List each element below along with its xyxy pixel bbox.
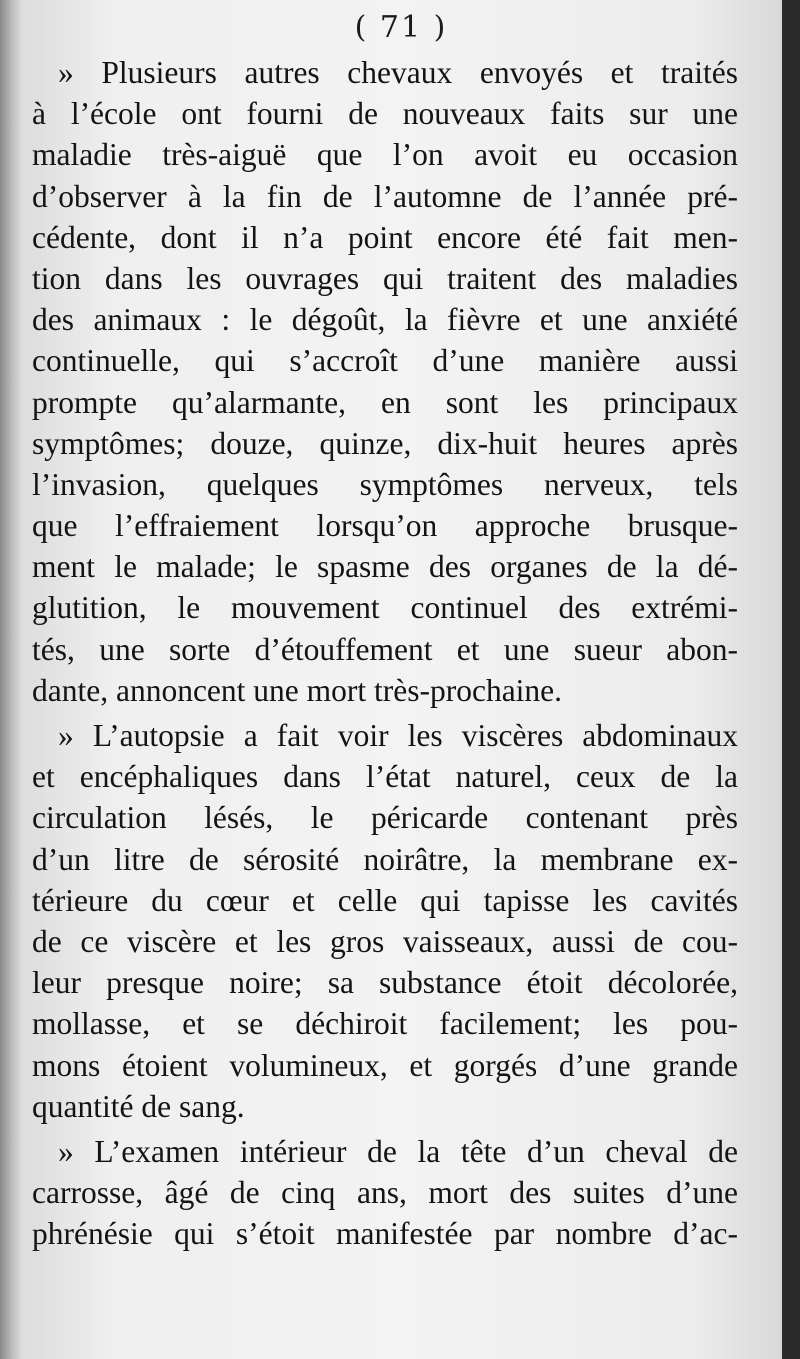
text-line: » L’examen intérieur de la tête d’un cheval de	[58, 1133, 738, 1169]
text-line: dante, annoncent une mort très-prochaine.	[32, 672, 563, 708]
text-line: tion dans les ouvrages qui traitent des maladies	[32, 260, 738, 296]
book-page	[20, 0, 782, 1359]
text-line: quantité de sang.	[32, 1088, 245, 1124]
text-line: mollasse, et se déchiroit facilement; les pou-	[32, 1006, 738, 1042]
text-line: carrosse, âgé de cinq ans, mort des suites d’une	[32, 1175, 738, 1211]
text-line: et encéphaliques dans l’état naturel, ceux de la	[32, 759, 738, 795]
page-number: ( 71 )	[354, 10, 448, 45]
text-line: de ce viscère et les gros vaisseaux, aussi de cou-	[32, 923, 738, 959]
text-line: » L’autopsie a fait voir les viscères abdominaux	[58, 718, 738, 753]
text-line: tés, une sorte d’étouffement et une sueur abon-	[32, 631, 738, 667]
text-line: à l’école ont fourni de nouveaux faits sur une	[32, 96, 738, 132]
text-line: ment le malade; le spasme des organes de la dé-	[32, 549, 738, 585]
paragraph-3	[32, 1131, 738, 1255]
text-line: prompte qu’alarmante, en sont les principaux	[32, 384, 738, 420]
paragraph-2	[32, 715, 738, 1127]
text-line: des animaux : le dégoût, la fièvre et une anxiété	[32, 302, 738, 338]
body-text	[32, 52, 738, 1254]
text-line: » Plusieurs autres chevaux envoyés et traités	[58, 55, 738, 90]
text-line: d’un litre de sérosité noirâtre, la membrane ex-	[32, 841, 738, 877]
text-line: circulation lésés, le péricarde contenant près	[32, 800, 738, 836]
text-line: continuelle, qui s’accroît d’une manière aussi	[32, 343, 738, 379]
text-line: phrénésie qui s’étoit manifestée par nombre d’ac-	[32, 1216, 738, 1252]
text-line: l’invasion, quelques symptômes nerveux, tels	[32, 466, 738, 502]
text-line: cédente, dont il n’a point encore été fait men-	[32, 219, 738, 255]
text-line: mons étoient volumineux, et gorgés d’une grande	[32, 1047, 738, 1083]
text-line: maladie très-aiguë que l’on avoit eu occasion	[32, 137, 738, 173]
text-line: que l’effraiement lorsqu’on approche brusque-	[32, 508, 738, 544]
text-line: symptômes; douze, quinze, dix-huit heures après	[32, 425, 738, 461]
book-gutter-shadow	[0, 0, 20, 1359]
paragraph-1	[32, 52, 738, 711]
text-line: d’observer à la fin de l’automne de l’année pré-	[32, 178, 738, 214]
text-line: térieure du cœur et celle qui tapisse les cavités	[32, 882, 738, 918]
text-line: leur presque noire; sa substance étoit décolorée,	[32, 965, 738, 1001]
text-line: glutition, le mouvement continuel des extrémi-	[32, 590, 738, 626]
